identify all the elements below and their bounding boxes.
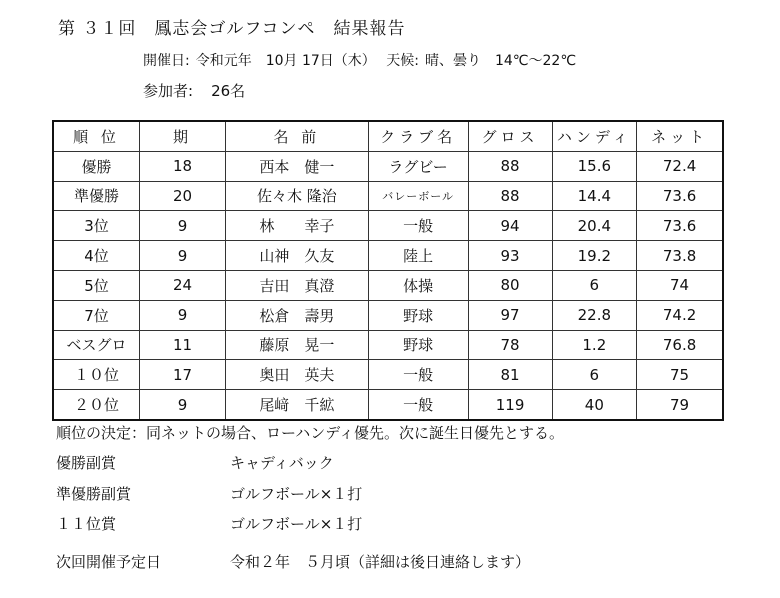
table-row <box>53 181 723 211</box>
cell-gross: 88 <box>468 151 552 181</box>
table-row <box>53 211 723 241</box>
prize-value: ゴルフボール×１打 <box>230 515 363 533</box>
cell-net: 79 <box>637 390 723 420</box>
cell-rank: 4位 <box>53 241 139 271</box>
table-row <box>53 330 723 360</box>
cell-club: 野球 <box>368 300 468 330</box>
cell-net: 72.4 <box>637 151 723 181</box>
header-rank: 順 位 <box>53 121 139 151</box>
date-label: 開催日: <box>143 53 190 69</box>
cell-gross: 78 <box>468 330 552 360</box>
cell-name: 松倉 壽男 <box>226 300 368 330</box>
cell-rank: 5位 <box>53 270 139 300</box>
cell-handicap: 22.8 <box>552 300 637 330</box>
header-handicap: ハンディ <box>552 121 637 151</box>
cell-net: 76.8 <box>637 330 723 360</box>
cell-gross: 119 <box>468 390 552 420</box>
cell-term: 11 <box>139 330 225 360</box>
table-row <box>53 151 723 181</box>
header-club: クラブ名 <box>368 121 468 151</box>
cell-club: ラグビー <box>368 151 468 181</box>
cell-club: 一般 <box>368 211 468 241</box>
cell-net: 73.6 <box>637 211 723 241</box>
cell-net: 73.6 <box>637 181 723 211</box>
cell-term: 17 <box>139 360 225 390</box>
participants-count: 26名 <box>211 82 246 100</box>
cell-gross: 94 <box>468 211 552 241</box>
cell-gross: 93 <box>468 241 552 271</box>
table-row <box>53 390 723 420</box>
header-name: 名 前 <box>226 121 368 151</box>
cell-club: 一般 <box>368 390 468 420</box>
cell-gross: 80 <box>468 270 552 300</box>
cell-name: 佐々木 隆治 <box>226 181 368 211</box>
participants-label: 参加者: <box>143 82 194 100</box>
weather-value: 晴、曇り 14℃〜22℃ <box>424 53 577 69</box>
next-event-value: 令和２年 ５月頃（詳細は後日連絡します） <box>230 553 531 571</box>
cell-club: 体操 <box>368 270 468 300</box>
next-event-label: 次回開催予定日 <box>56 553 162 571</box>
cell-net: 73.8 <box>637 241 723 271</box>
cell-name: 吉田 真澄 <box>226 270 368 300</box>
cell-handicap: 6 <box>552 270 637 300</box>
cell-term: 18 <box>139 151 225 181</box>
cell-net: 75 <box>637 360 723 390</box>
cell-name: 藤原 晃一 <box>226 330 368 360</box>
prize-label: １１位賞 <box>56 515 117 533</box>
cell-rank: 3位 <box>53 211 139 241</box>
cell-gross: 97 <box>468 300 552 330</box>
cell-club: 陸上 <box>368 241 468 271</box>
cell-name: 西本 健一 <box>226 151 368 181</box>
table-row <box>53 300 723 330</box>
header-net: ネット <box>637 121 723 151</box>
cell-net: 74.2 <box>637 300 723 330</box>
cell-net: 74 <box>637 270 723 300</box>
cell-handicap: 14.4 <box>552 181 637 211</box>
ranking-rule-note: 順位の決定：同ネットの場合、ローハンディ優先。次に誕生日優先とする。 <box>56 424 565 442</box>
weather-label: 天候: <box>386 53 419 69</box>
prize-label: 準優勝副賞 <box>56 485 132 503</box>
report-title: 第 ３１回 鳳志会ゴルフコンペ 結果報告 <box>58 19 406 39</box>
cell-rank: １０位 <box>53 360 139 390</box>
cell-handicap: 20.4 <box>552 211 637 241</box>
cell-handicap: 19.2 <box>552 241 637 271</box>
cell-term: 9 <box>139 300 225 330</box>
prize-value: ゴルフボール×１打 <box>230 485 363 503</box>
cell-handicap: 15.6 <box>552 151 637 181</box>
header-term: 期 <box>139 121 225 151</box>
cell-gross: 81 <box>468 360 552 390</box>
cell-name: 林 幸子 <box>226 211 368 241</box>
cell-club: 野球 <box>368 330 468 360</box>
prize-value: キャディバック <box>230 454 334 472</box>
cell-rank: 7位 <box>53 300 139 330</box>
cell-rank: 優勝 <box>53 151 139 181</box>
header-gross: グロス <box>468 121 552 151</box>
cell-handicap: 40 <box>552 390 637 420</box>
cell-rank: 準優勝 <box>53 181 139 211</box>
prize-label: 優勝副賞 <box>56 454 117 472</box>
results-table <box>52 120 724 421</box>
date-value: 令和元年 10月 17日（木） <box>195 53 376 69</box>
event-info <box>143 50 582 70</box>
cell-term: 9 <box>139 390 225 420</box>
cell-rank: ベスグロ <box>53 330 139 360</box>
cell-club: バレーボール <box>368 181 468 211</box>
cell-term: 24 <box>139 270 225 300</box>
table-header-row <box>53 121 723 151</box>
cell-term: 20 <box>139 181 225 211</box>
cell-term: 9 <box>139 211 225 241</box>
cell-handicap: 1.2 <box>552 330 637 360</box>
participants <box>143 80 245 101</box>
cell-name: 山神 久友 <box>226 241 368 271</box>
table-row <box>53 270 723 300</box>
cell-name: 奥田 英夫 <box>226 360 368 390</box>
table-row <box>53 360 723 390</box>
cell-handicap: 6 <box>552 360 637 390</box>
table-row <box>53 241 723 271</box>
cell-club: 一般 <box>368 360 468 390</box>
cell-term: 9 <box>139 241 225 271</box>
cell-rank: ２０位 <box>53 390 139 420</box>
cell-gross: 88 <box>468 181 552 211</box>
cell-name: 尾﨑 千絋 <box>226 390 368 420</box>
